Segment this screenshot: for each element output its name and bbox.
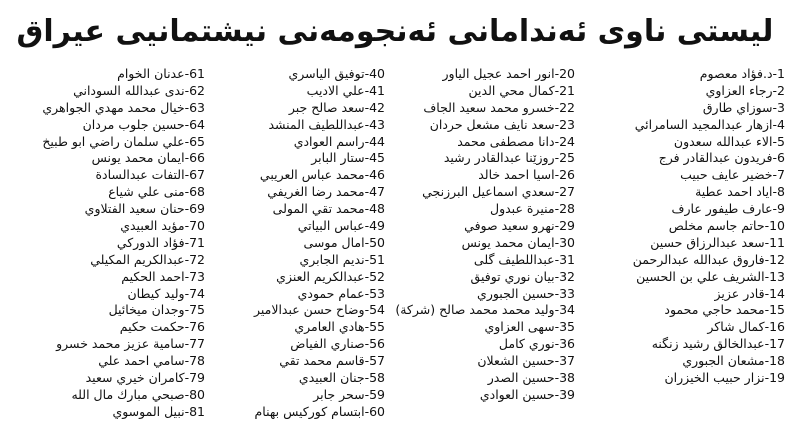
list-item (205, 269, 385, 286)
member-name: -سعد عبدالرزاق حسين (650, 234, 770, 250)
member-name: -حسين الجبوري (477, 285, 560, 301)
member-name: -سهى العزاوي (484, 319, 560, 335)
member-name: -خضير عايف حبيب (680, 167, 778, 183)
item-number: 16 (769, 319, 785, 335)
list-item (205, 370, 385, 387)
member-name: -محمد تقي المولى (272, 201, 370, 217)
member-name: -الشريف علي بن الحسين (636, 268, 770, 284)
document-title: لیستی ناوی ئەندامانی ئەنجومەنی نیشتمانیی عیراق (16, 14, 774, 49)
item-number: 70 (189, 218, 205, 234)
member-name: -ايمان محمد يونس (91, 150, 190, 166)
member-name: -دانا مصطفى محمد (457, 133, 560, 149)
item-number: 39 (559, 386, 575, 402)
member-name: -فاروق عبدالله عبدالرحمن (632, 251, 770, 267)
list-item (205, 302, 385, 319)
member-name: -صناري الفياض (290, 336, 370, 352)
member-name: -حسين جلوب مردان (82, 116, 190, 132)
member-name: -ستار البابر (311, 150, 370, 166)
item-number: 19 (769, 370, 785, 386)
item-number: 81 (189, 403, 205, 419)
member-name: -حكمت حكيم (119, 319, 190, 335)
list-item (205, 252, 385, 269)
item-number: 45 (369, 150, 385, 166)
item-number: 59 (369, 386, 385, 402)
item-number: 43 (369, 116, 385, 132)
member-name: -سامية عزيز محمد خسرو (56, 336, 190, 352)
list-item (575, 218, 785, 235)
item-number: 5 (777, 133, 785, 149)
name-column-2 (385, 66, 575, 410)
item-number: 47 (369, 184, 385, 200)
item-number: 50 (369, 234, 385, 250)
item-number: 6 (777, 150, 785, 166)
member-name: -وليد محمد محمد صالح (شركة) (395, 302, 560, 318)
list-item (5, 404, 205, 421)
member-name: -حنان سعيد الفتلاوي (84, 201, 190, 217)
list-item (205, 404, 385, 421)
item-number: 41 (369, 82, 385, 98)
item-number: 78 (189, 353, 205, 369)
member-name: -وجدان ميخائيل (108, 302, 190, 318)
list-item (385, 100, 575, 117)
list-item (575, 252, 785, 269)
member-name: -عبداللطيف المنشد (268, 116, 370, 132)
list-item (575, 150, 785, 167)
member-name: -عمام حمودي (297, 285, 370, 301)
item-number: 51 (369, 251, 385, 267)
list-item (385, 184, 575, 201)
item-number: 20 (559, 66, 575, 81)
item-number: 28 (559, 201, 575, 217)
item-number: 44 (369, 133, 385, 149)
item-number: 12 (769, 251, 785, 267)
item-number: 33 (559, 285, 575, 301)
list-item (575, 83, 785, 100)
item-number: 1 (777, 66, 785, 81)
item-number: 18 (769, 353, 785, 369)
member-name: -ايمان محمد يونس (461, 234, 560, 250)
list-item (205, 66, 385, 83)
list-item (575, 336, 785, 353)
list-item (575, 100, 785, 117)
item-number: 36 (559, 336, 575, 352)
list-item (205, 235, 385, 252)
item-number: 76 (189, 319, 205, 335)
list-item (5, 370, 205, 387)
member-name: -روزێنا عبدالقادر رشيد (443, 150, 560, 166)
member-name: -فؤاد الدوركي (116, 234, 190, 250)
member-name: -ابتسام كوركيس بهنام (254, 403, 370, 419)
item-number: 57 (369, 353, 385, 369)
item-number: 8 (777, 184, 785, 200)
list-item (5, 353, 205, 370)
item-number: 4 (777, 116, 785, 132)
item-number: 55 (369, 319, 385, 335)
list-item (5, 100, 205, 117)
list-item (205, 150, 385, 167)
member-name: -عباس البياتي (297, 218, 370, 234)
list-item (385, 269, 575, 286)
list-item (385, 302, 575, 319)
list-item (5, 117, 205, 134)
item-number: 46 (369, 167, 385, 183)
item-number: 21 (559, 82, 575, 98)
member-name: -مؤيد العبيدي (120, 218, 190, 234)
member-name: -خيال محمد مهدي الجواهري (42, 99, 190, 115)
item-number: 58 (369, 370, 385, 386)
list-item (385, 167, 575, 184)
item-number: 40 (369, 66, 385, 81)
list-item (5, 286, 205, 303)
member-name: -علي سلمان راضي ابو طبيخ (42, 133, 190, 149)
list-item (385, 286, 575, 303)
member-name: -عدنان الخوام (117, 66, 190, 81)
list-item (5, 134, 205, 151)
item-number: 32 (559, 268, 575, 284)
member-name: -رجاء العزاوي (705, 82, 778, 98)
item-number: 75 (189, 302, 205, 318)
item-number: 53 (369, 285, 385, 301)
list-item (575, 286, 785, 303)
list-item (385, 319, 575, 336)
member-name: -سعدي اسماعيل البرزنجي (422, 184, 560, 200)
member-name: -امال موسى (303, 234, 370, 250)
list-item (385, 235, 575, 252)
member-name: -وضاح حسن عبدالامير (253, 302, 370, 318)
list-item (575, 201, 785, 218)
member-name: -عبدالخالق رشيد زنگنه (651, 336, 770, 352)
member-name: -كامران خيري سعيد (85, 370, 190, 386)
list-item (575, 134, 785, 151)
list-item (205, 184, 385, 201)
list-item (575, 370, 785, 387)
member-name: -كمال شاكر (707, 319, 770, 335)
member-name: -علي الاديب (306, 82, 370, 98)
member-name: -اياد احمد عطية (695, 184, 778, 200)
list-item (385, 218, 575, 235)
item-number: 26 (559, 167, 575, 183)
item-number: 34 (559, 302, 575, 318)
list-item (5, 184, 205, 201)
list-item (5, 150, 205, 167)
member-name: -اسيا احمد خالد (478, 167, 560, 183)
member-name: -محمد عباس العريبي (259, 167, 370, 183)
list-item (575, 353, 785, 370)
item-number: 13 (769, 268, 785, 284)
member-name: -نهرو سعيد صوفي (464, 218, 560, 234)
list-item (575, 184, 785, 201)
member-name: -عبدالكريم المكيلي (90, 251, 190, 267)
list-item (385, 134, 575, 151)
list-item (205, 218, 385, 235)
member-name: -خسرو محمد سعيد الجاف (423, 99, 560, 115)
member-name: -حسين الشعلان (477, 353, 560, 369)
member-name: -نديم الجابري (299, 251, 370, 267)
list-item (5, 66, 205, 83)
list-item (385, 336, 575, 353)
member-name: -سحر جابر (313, 386, 370, 402)
member-name: -قاسم محمد تقي (279, 353, 370, 369)
name-column-1 (575, 66, 785, 410)
item-number: 65 (189, 133, 205, 149)
name-column-4 (5, 66, 205, 419)
item-number: 56 (369, 336, 385, 352)
item-number: 30 (559, 234, 575, 250)
item-number: 49 (369, 218, 385, 234)
list-item (5, 167, 205, 184)
list-item (5, 201, 205, 218)
item-number: 71 (189, 234, 205, 250)
item-number: 35 (559, 319, 575, 335)
list-item (5, 235, 205, 252)
item-number: 62 (189, 82, 205, 98)
list-item (5, 83, 205, 100)
item-number: 48 (369, 201, 385, 217)
item-number: 77 (189, 336, 205, 352)
member-name: -راسم العوادي (293, 133, 370, 149)
list-item (385, 353, 575, 370)
item-number: 74 (189, 285, 205, 301)
member-name: -بيان نوري توفيق (470, 268, 560, 284)
list-item (205, 100, 385, 117)
list-item (5, 302, 205, 319)
member-name: -ندى عبدالله السوداني (73, 82, 190, 98)
member-name: -احمد الحكيم (121, 268, 190, 284)
item-number: 52 (369, 268, 385, 284)
member-name: -عبدالكريم العنزي (276, 268, 370, 284)
item-number: 11 (769, 234, 785, 250)
member-name: -سعد صالح جبر (288, 99, 370, 115)
item-number: 23 (559, 116, 575, 132)
item-number: 60 (369, 403, 385, 419)
list-item (5, 336, 205, 353)
item-number: 22 (559, 99, 575, 115)
list-item (385, 201, 575, 218)
item-number: 14 (769, 285, 785, 301)
item-number: 37 (559, 353, 575, 369)
item-number: 9 (777, 201, 785, 217)
item-number: 73 (189, 268, 205, 284)
member-name: -سامي احمد علي (98, 353, 190, 369)
list-item (5, 252, 205, 269)
list-item (205, 201, 385, 218)
list-item (205, 167, 385, 184)
item-number: 10 (769, 218, 785, 234)
list-item (575, 117, 785, 134)
member-name: -قادر عزيز (714, 285, 770, 301)
list-item (205, 319, 385, 336)
member-name: -انور احمد عجيل الياور (442, 66, 560, 81)
item-number: 38 (559, 370, 575, 386)
item-number: 3 (777, 99, 785, 115)
list-item (5, 269, 205, 286)
list-item (385, 252, 575, 269)
item-number: 67 (189, 167, 205, 183)
list-item (385, 117, 575, 134)
item-number: 66 (189, 150, 205, 166)
list-item (385, 66, 575, 83)
item-number: 63 (189, 99, 205, 115)
item-number: 25 (559, 150, 575, 166)
member-name: -جنان العبيدي (298, 370, 370, 386)
member-name: -كمال محي الدين (468, 82, 560, 98)
item-number: 72 (189, 251, 205, 267)
list-item (575, 319, 785, 336)
member-name: -منيرة عبدول (490, 201, 560, 217)
list-item (205, 134, 385, 151)
item-number: 42 (369, 99, 385, 115)
item-number: 17 (769, 336, 785, 352)
list-item (575, 167, 785, 184)
list-item (5, 387, 205, 404)
member-name: -حسين الصدر (487, 370, 560, 386)
list-item (205, 286, 385, 303)
member-name: -عارف طيفور عارف (671, 201, 778, 217)
member-name: -نبيل الموسوي (112, 403, 190, 419)
member-name: -نوري كامل (498, 336, 560, 352)
item-number: 64 (189, 116, 205, 132)
list-item (5, 319, 205, 336)
list-item (205, 336, 385, 353)
member-name: -توفيق الياسري (288, 66, 370, 81)
item-number: 54 (369, 302, 385, 318)
member-name: -د.فؤاد معصوم (699, 66, 778, 81)
item-number: 29 (559, 218, 575, 234)
item-number: 7 (777, 167, 785, 183)
member-name: -هادي العامري (294, 319, 370, 335)
item-number: 69 (189, 201, 205, 217)
member-name: -منى علي شياع (108, 184, 190, 200)
member-name: -حسين العوادي (479, 386, 560, 402)
member-name: -مشعان الجبوري (682, 353, 770, 369)
item-number: 2 (777, 82, 785, 98)
member-name: -صبحي مبارك مال الله (71, 386, 190, 402)
item-number: 27 (559, 184, 575, 200)
list-item (385, 150, 575, 167)
list-item (385, 387, 575, 404)
list-item (205, 83, 385, 100)
member-name: -ازهار عبدالمجيد السامرائي (634, 116, 778, 132)
member-name: -سوزاي طارق (702, 99, 778, 115)
list-item (575, 235, 785, 252)
name-column-3 (205, 66, 385, 419)
list-item (575, 269, 785, 286)
item-number: 80 (189, 386, 205, 402)
member-name: -عبداللطيف گلی (473, 251, 560, 267)
item-number: 31 (559, 251, 575, 267)
item-number: 61 (189, 66, 205, 81)
list-item (5, 218, 205, 235)
list-item (575, 66, 785, 83)
list-item (575, 302, 785, 319)
item-number: 68 (189, 184, 205, 200)
item-number: 79 (189, 370, 205, 386)
member-name: -الاء عبدالله سعدون (673, 133, 778, 149)
list-item (205, 117, 385, 134)
item-number: 15 (769, 302, 785, 318)
item-number: 24 (559, 133, 575, 149)
member-name: -حاتم جاسم مخلص (668, 218, 770, 234)
member-name: -فريدون عبدالقادر فرج (658, 150, 778, 166)
list-item (385, 83, 575, 100)
member-name: -محمد رضا الغريفي (267, 184, 370, 200)
member-name: -سعد نايف مشعل حردان (429, 116, 560, 132)
list-item (205, 387, 385, 404)
list-item (205, 353, 385, 370)
member-name: -التفات عبدالسادة (95, 167, 190, 183)
member-name: -محمد حاجي محمود (664, 302, 770, 318)
member-name: -وليد كيطان (127, 285, 190, 301)
member-name: -نزار حبيب الخيزران (664, 370, 770, 386)
list-item (385, 370, 575, 387)
